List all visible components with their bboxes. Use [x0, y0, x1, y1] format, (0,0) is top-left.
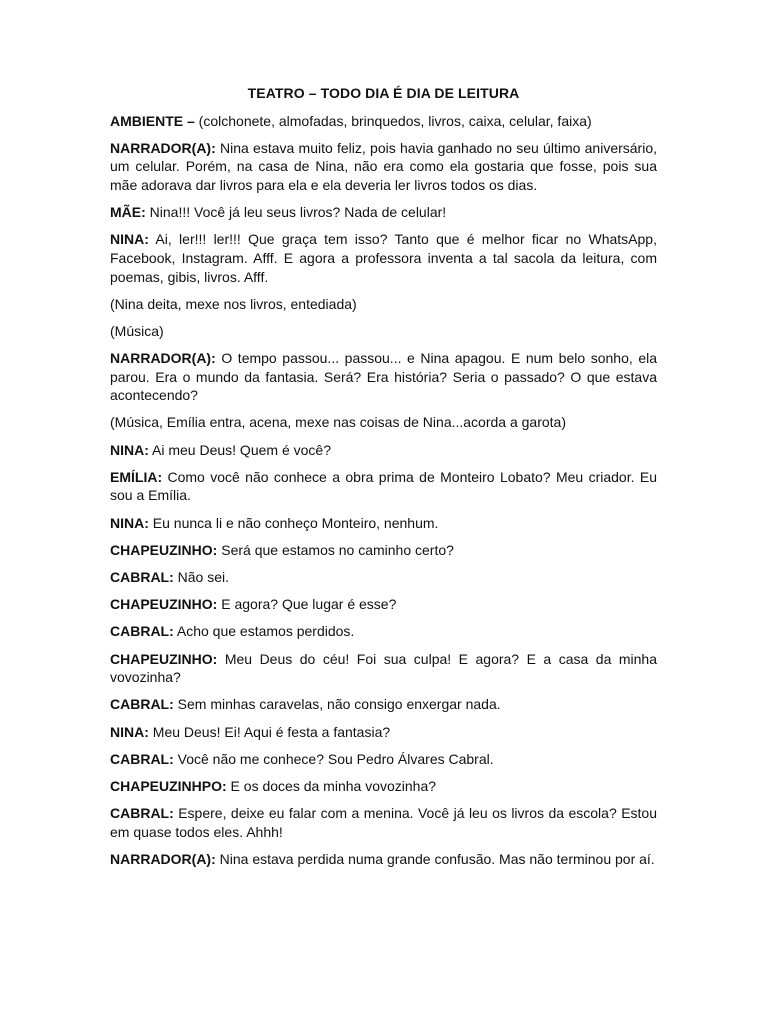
paragraph-text: Ai meu Deus! Quem é você?	[148, 441, 331, 458]
paragraph-text: Acho que estamos perdidos.	[173, 623, 355, 640]
paragraph-text: Espere, deixe eu falar com a menina. Você já leu os livros da escola? Estou em quase todos eles. Ahhh!	[110, 805, 657, 840]
speaker-label: NARRADOR(A):	[110, 139, 216, 156]
paragraph-text: (Música)	[110, 322, 164, 339]
paragraph-dialogue	[110, 595, 657, 614]
paragraph-dialogue	[110, 650, 657, 687]
paragraph-dialogue	[110, 203, 657, 222]
speaker-label: CHAPEUZINHO:	[110, 650, 218, 667]
paragraph-dialogue	[110, 568, 657, 587]
document-page	[110, 84, 657, 877]
speaker-label: NARRADOR(A):	[110, 850, 216, 867]
speaker-label: NARRADOR(A):	[110, 350, 216, 367]
paragraph-ambiente	[110, 112, 657, 131]
paragraph-text: (Nina deita, mexe nos livros, entediada)	[110, 295, 357, 312]
stage-direction	[110, 322, 657, 341]
paragraph-dialogue	[110, 514, 657, 533]
speaker-label: CHAPEUZINHO:	[110, 596, 218, 613]
paragraph-dialogue	[110, 468, 657, 505]
speaker-label: CABRAL:	[110, 696, 174, 713]
speaker-label: NINA:	[110, 723, 149, 740]
speaker-label: AMBIENTE –	[110, 112, 195, 129]
paragraph-text: Nina estava perdida numa grande confusão. Mas não terminou por aí.	[215, 850, 655, 867]
paragraph-text: E os doces da minha vovozinha?	[226, 777, 437, 794]
speaker-label: CHAPEUZINHPO:	[110, 777, 227, 794]
speaker-label: NINA:	[110, 231, 149, 248]
paragraph-text: Meu Deus do céu! Foi sua culpa! E agora? E a casa da minha vovozinha?	[110, 650, 657, 686]
paragraph-dialogue	[110, 541, 657, 560]
speaker-label: EMÍLIA:	[110, 468, 163, 485]
paragraph-text: Nina!!! Você já leu seus livros? Nada de celular!	[145, 204, 447, 221]
paragraph-text: Eu nunca li e não conheço Monteiro, nenhum.	[148, 514, 439, 531]
paragraph-dialogue	[110, 723, 657, 742]
paragraph-text: Será que estamos no caminho certo?	[217, 541, 454, 558]
paragraph-text: O tempo passou... passou... e Nina apagou. E num belo sonho, ela parou. Era o mundo da fantasia. Será? Era história? Seria o passado? O que estava acontecendo?	[110, 350, 657, 404]
paragraph-dialogue	[110, 622, 657, 641]
paragraph-dialogue	[110, 804, 657, 841]
speaker-label: CABRAL:	[110, 569, 174, 585]
paragraph-text: (Música, Emília entra, acena, mexe nas coisas de Nina...acorda a garota)	[110, 414, 566, 431]
paragraph-dialogue	[110, 695, 657, 714]
speaker-label: CHAPEUZINHO:	[110, 541, 218, 558]
paragraph-text: Ai, ler!!! ler!!! Que graça tem isso? Tanto que é melhor ficar no WhatsApp, Facebook, Instagram. Afff. E agora a professora inventa a tal sacola da leitura, com poemas, gibis, livros. Afff.	[110, 231, 657, 285]
paragraph-text: Você não me conhece? Sou Pedro Álvares Cabral.	[173, 750, 494, 767]
paragraph-dialogue	[110, 850, 657, 869]
speaker-label: CABRAL:	[110, 805, 174, 822]
paragraph-text: E agora? Que lugar é esse?	[217, 596, 397, 613]
paragraph-text: Como você não conhece a obra prima de Monteiro Lobato? Meu criador. Eu sou a Emília.	[110, 468, 657, 504]
stage-direction	[110, 413, 657, 432]
document-title: TEATRO – TODO DIA É DIA DE LEITURA	[247, 85, 520, 101]
paragraph-text: (colchonete, almofadas, brinquedos, livros, caixa, celular, faixa)	[194, 112, 592, 129]
stage-direction	[110, 295, 657, 314]
paragraph-dialogue	[110, 777, 657, 796]
speaker-label: MÃE:	[110, 204, 146, 221]
paragraph-text: Sem minhas caravelas, não consigo enxergar nada.	[173, 696, 501, 713]
paragraph-text: Não sei.	[173, 569, 230, 585]
speaker-label: CABRAL:	[110, 750, 174, 767]
paragraph-dialogue	[110, 441, 657, 460]
speaker-label: NINA:	[110, 514, 149, 531]
paragraph-text: Nina estava muito feliz, pois havia ganhado no seu último aniversário, um celular. Porém, na casa de Nina, não era como ela gostaria que fosse, pois sua mãe adorava dar livros para ela e ela deveria ler livros todos os dias.	[110, 139, 657, 193]
paragraph-dialogue	[110, 139, 657, 195]
speaker-label: NINA:	[110, 441, 149, 458]
paragraph-dialogue	[110, 750, 657, 769]
paragraph-dialogue	[110, 230, 657, 286]
speaker-label: CABRAL:	[110, 623, 174, 640]
paragraph-dialogue	[110, 349, 657, 405]
paragraph-text: Meu Deus! Ei! Aqui é festa a fantasia?	[148, 723, 391, 740]
